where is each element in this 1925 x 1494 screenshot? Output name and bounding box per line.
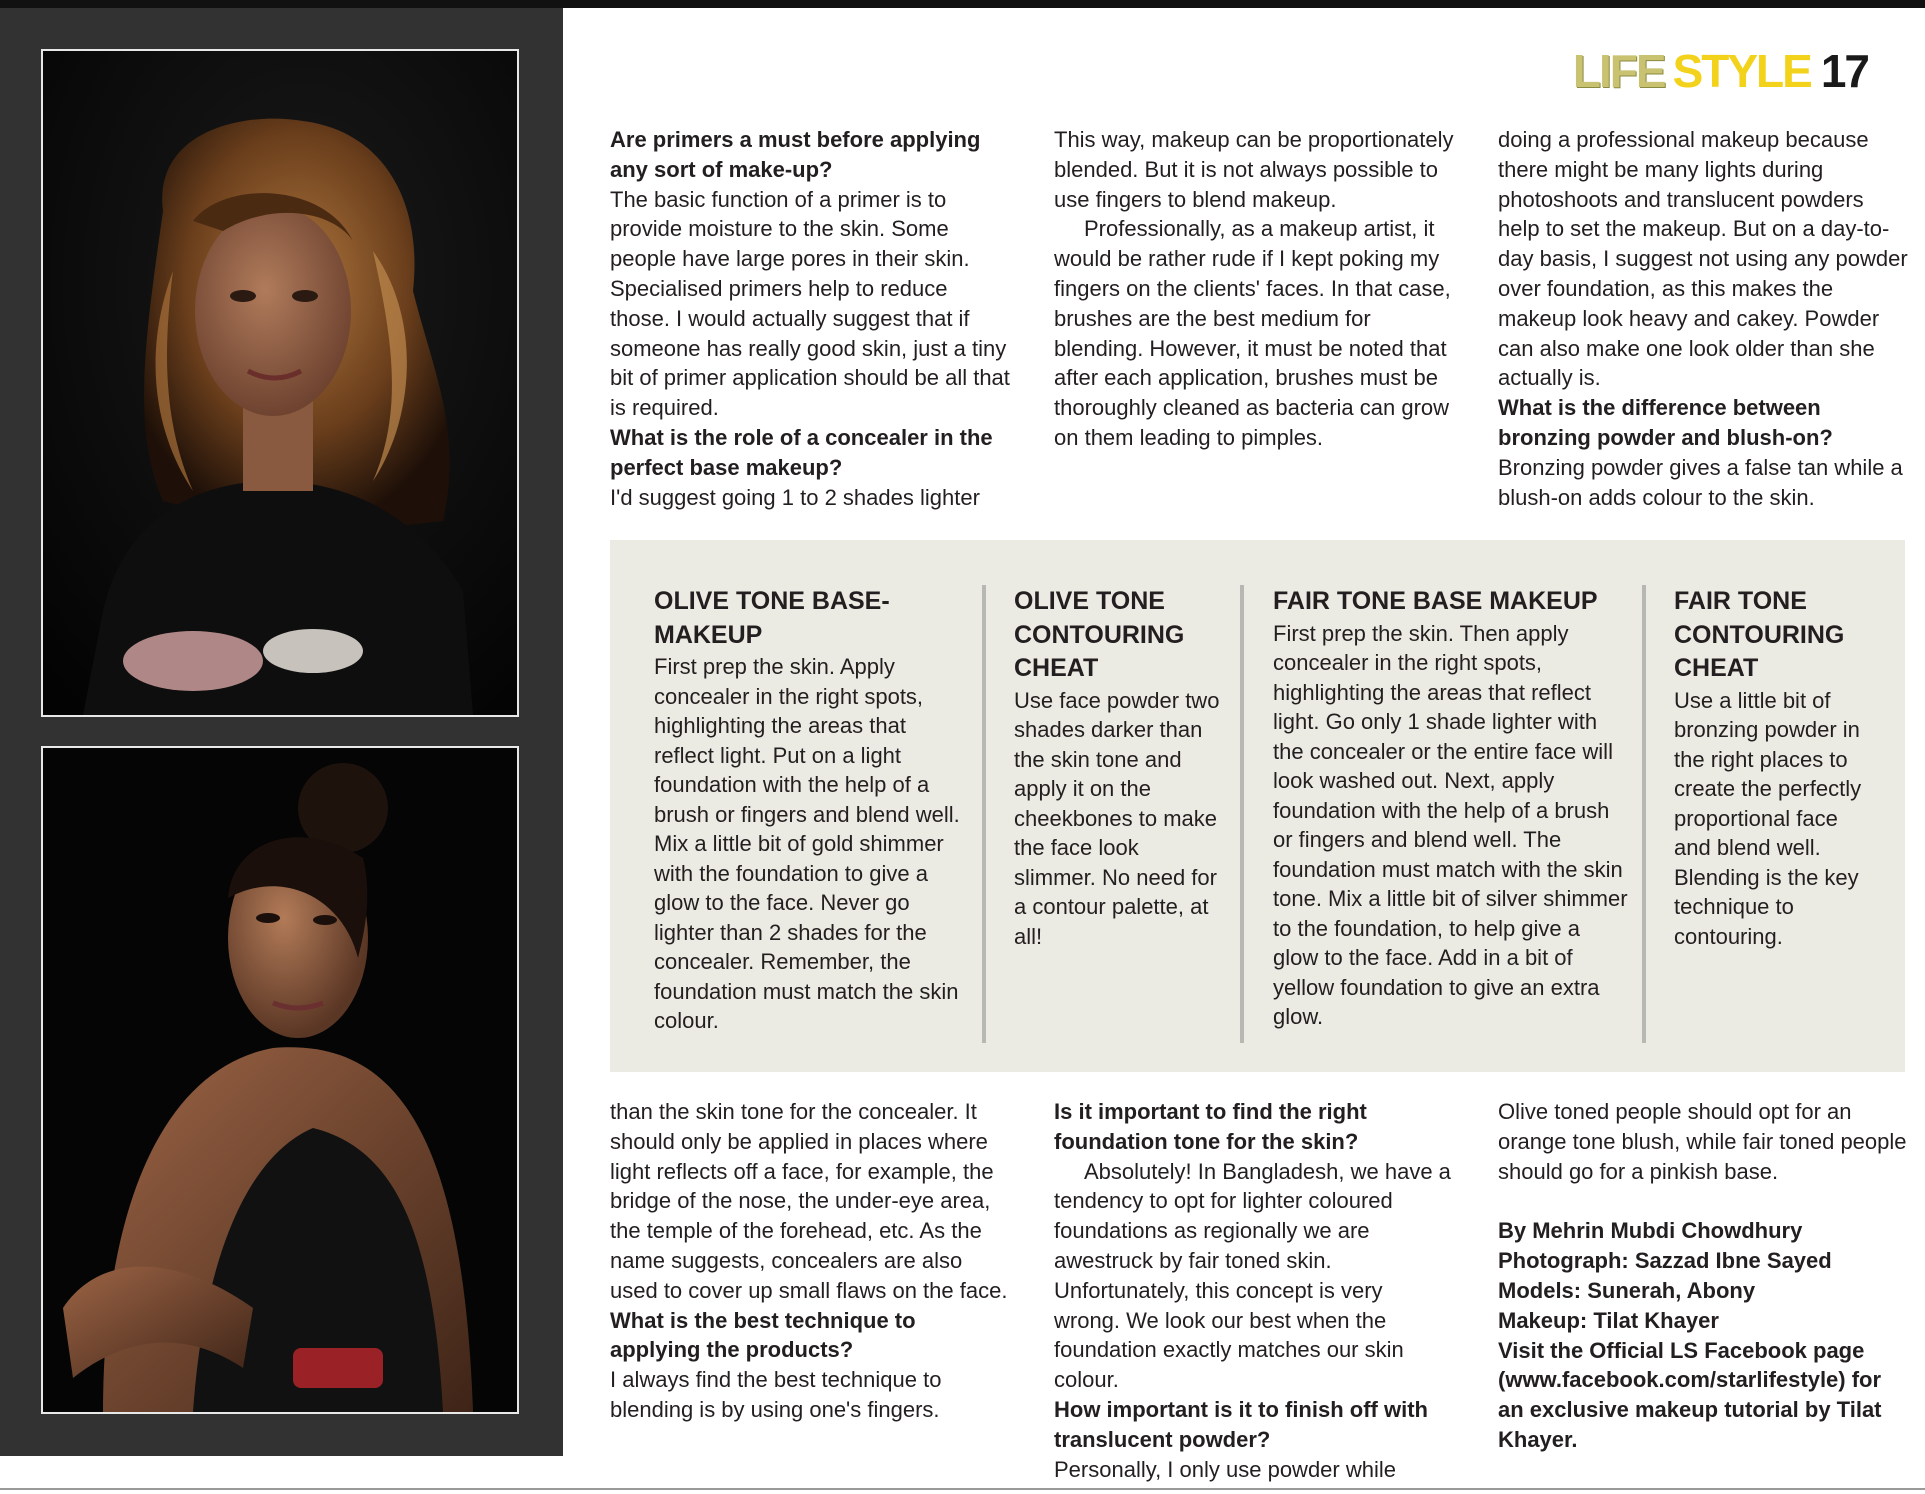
- tip-body: First prep the skin. Then apply concealer in the right spots, highlighting the areas that reflect light. Go only 1 shade lighter with the concealer or the entire face will look washed out. Next, apply foundation with the help of a brush or fingers and blend well. The foundation must match with the skin tone. Mix a little bit of silver shimmer to the foundation, to help give a glow to the face. Add in a bit of yellow foundation to give an extra glow.: [1273, 620, 1628, 1029]
- tip-divider: [1240, 585, 1244, 1043]
- section-masthead: [1572, 44, 1868, 97]
- article-column-bottom-1: [610, 1097, 1010, 1425]
- question: What is the difference between bronzing powder and blush-on?: [1498, 395, 1833, 450]
- makeup-tips-box: [610, 540, 1905, 1072]
- portrait-wavy-hair-image: [43, 51, 517, 715]
- byline: By Mehrin Mubdi Chowdhury: [1498, 1218, 1803, 1244]
- page-number: 17: [1820, 45, 1868, 97]
- answer: I'd suggest going 1 to 2 shades lighter: [610, 484, 980, 510]
- tip-body: Use face powder two shades darker than the skin tone and apply it on the cheekbones to make the face look slimmer. No need for a contour palette, at all!: [1014, 687, 1220, 949]
- makeup-credit: Makeup: Tilat Khayer: [1498, 1307, 1719, 1333]
- tip-fair-base: [1273, 585, 1628, 1032]
- answer: Absolutely! In Bangladesh, we have a tendency to opt for lighter coloured foundations as regionally we are awestruck by fair toned skin. Unfortunately, this concept is very wrong. We look our best when the foundation exactly matches our skin colour.: [1054, 1158, 1451, 1393]
- question: What is the role of a concealer in the perfect base makeup?: [610, 424, 993, 480]
- tip-title: FAIR TONE CONTOURING CHEAT: [1674, 587, 1845, 682]
- question: Is it important to find the right foundation tone for the skin?: [1054, 1099, 1367, 1154]
- facebook-promo: Visit the Official LS Facebook page (www.facebook.com/starlifestyle) for an exclusive makeup tutorial by Tilat Khayer.: [1498, 1337, 1882, 1452]
- answer: Bronzing powder gives a false tan while a blush-on adds colour to the skin.: [1498, 454, 1903, 510]
- portrait-photo-top: [41, 49, 519, 717]
- article-column-top-2: [1054, 125, 1454, 453]
- tip-title: FAIR TONE BASE MAKEUP: [1273, 587, 1598, 615]
- tip-olive-base: [654, 585, 964, 1036]
- article-column-top-1: [610, 125, 1010, 512]
- article-column-bottom-3: [1498, 1097, 1910, 1455]
- tip-body: Use a little bit of bronzing powder in the right places to create the perfectly proportional face and blend well. Blending is the key technique to contouring.: [1674, 687, 1862, 949]
- question: How important is it to finish off with translucent powder?: [1054, 1396, 1428, 1452]
- question: Are primers a must before applying any sort of make-up?: [610, 127, 981, 182]
- tip-body: First prep the skin. Apply concealer in the right spots, highlighting the areas that reflect light. Put on a light foundation with the help of a brush or fingers and blend well. Mix a little bit of gold shimmer with the foundation to give a glow to the face. Never go lighter than 2 shades for the concealer. Remember, the foundation must match the skin colour.: [654, 654, 960, 1033]
- tip-divider: [982, 585, 986, 1043]
- tip-title: OLIVE TONE CONTOURING CHEAT: [1014, 587, 1185, 682]
- tip-olive-contour: [1014, 585, 1224, 951]
- tip-fair-contour: [1674, 585, 1879, 951]
- portrait-photo-bottom: [41, 746, 519, 1414]
- answer: I always find the best technique to blending is by using one's fingers.: [610, 1367, 942, 1422]
- article-column-bottom-2: [1054, 1097, 1454, 1484]
- paragraph: Professionally, as a makeup artist, it would be rather rude if I kept poking my fingers on the clients' faces. In that case, brushes are the best medium for blending. However, it must be noted that after each application, brushes must be thoroughly cleaned as bacteria can grow on them leading to pimples.: [1054, 216, 1451, 450]
- models-credit: Models: Sunerah, Abony: [1498, 1277, 1756, 1303]
- tip-title: OLIVE TONE BASE-MAKEUP: [654, 587, 890, 649]
- question: What is the best technique to applying the products?: [610, 1307, 916, 1363]
- top-border: [0, 0, 1925, 8]
- masthead-life: LIFE: [1572, 45, 1665, 97]
- bottom-rule: [0, 1488, 1925, 1490]
- answer: Personally, I only use powder while: [1054, 1456, 1396, 1482]
- paragraph: than the skin tone for the concealer. It should only be applied in places where light reflects off a face, for example, the bridge of the nose, the under-eye area, the temple of the forehead, etc. As the name suggests, concealers are also used to cover up small flaws on the face.: [610, 1099, 1008, 1303]
- article-column-top-3: [1498, 125, 1910, 512]
- paragraph: Olive toned people should opt for an orange tone blush, while fair toned people should go for a pinkish base.: [1498, 1099, 1907, 1184]
- photo-credit: Photograph: Sazzad Ibne Sayed: [1498, 1248, 1832, 1274]
- tip-divider: [1642, 585, 1646, 1043]
- portrait-hair-bun-image: [43, 748, 517, 1412]
- paragraph: This way, makeup can be proportionately blended. But it is not always possible to use fingers to blend makeup.: [1054, 127, 1454, 212]
- answer: The basic function of a primer is to provide moisture to the skin. Some people have large pores in their skin. Specialised primers help to reduce those. I would actually suggest that if someone has really good skin, just a tiny bit of primer application should be all that is required.: [610, 186, 1010, 421]
- masthead-style: STYLE: [1672, 45, 1811, 97]
- paragraph: doing a professional makeup because there might be many lights during photoshoots and translucent powders help to set the makeup. But on a day-to-day basis, I suggest not using any powder over foundation, as this makes the makeup look heavy and cakey. Powder can also make one look older than she actually is.: [1498, 127, 1908, 391]
